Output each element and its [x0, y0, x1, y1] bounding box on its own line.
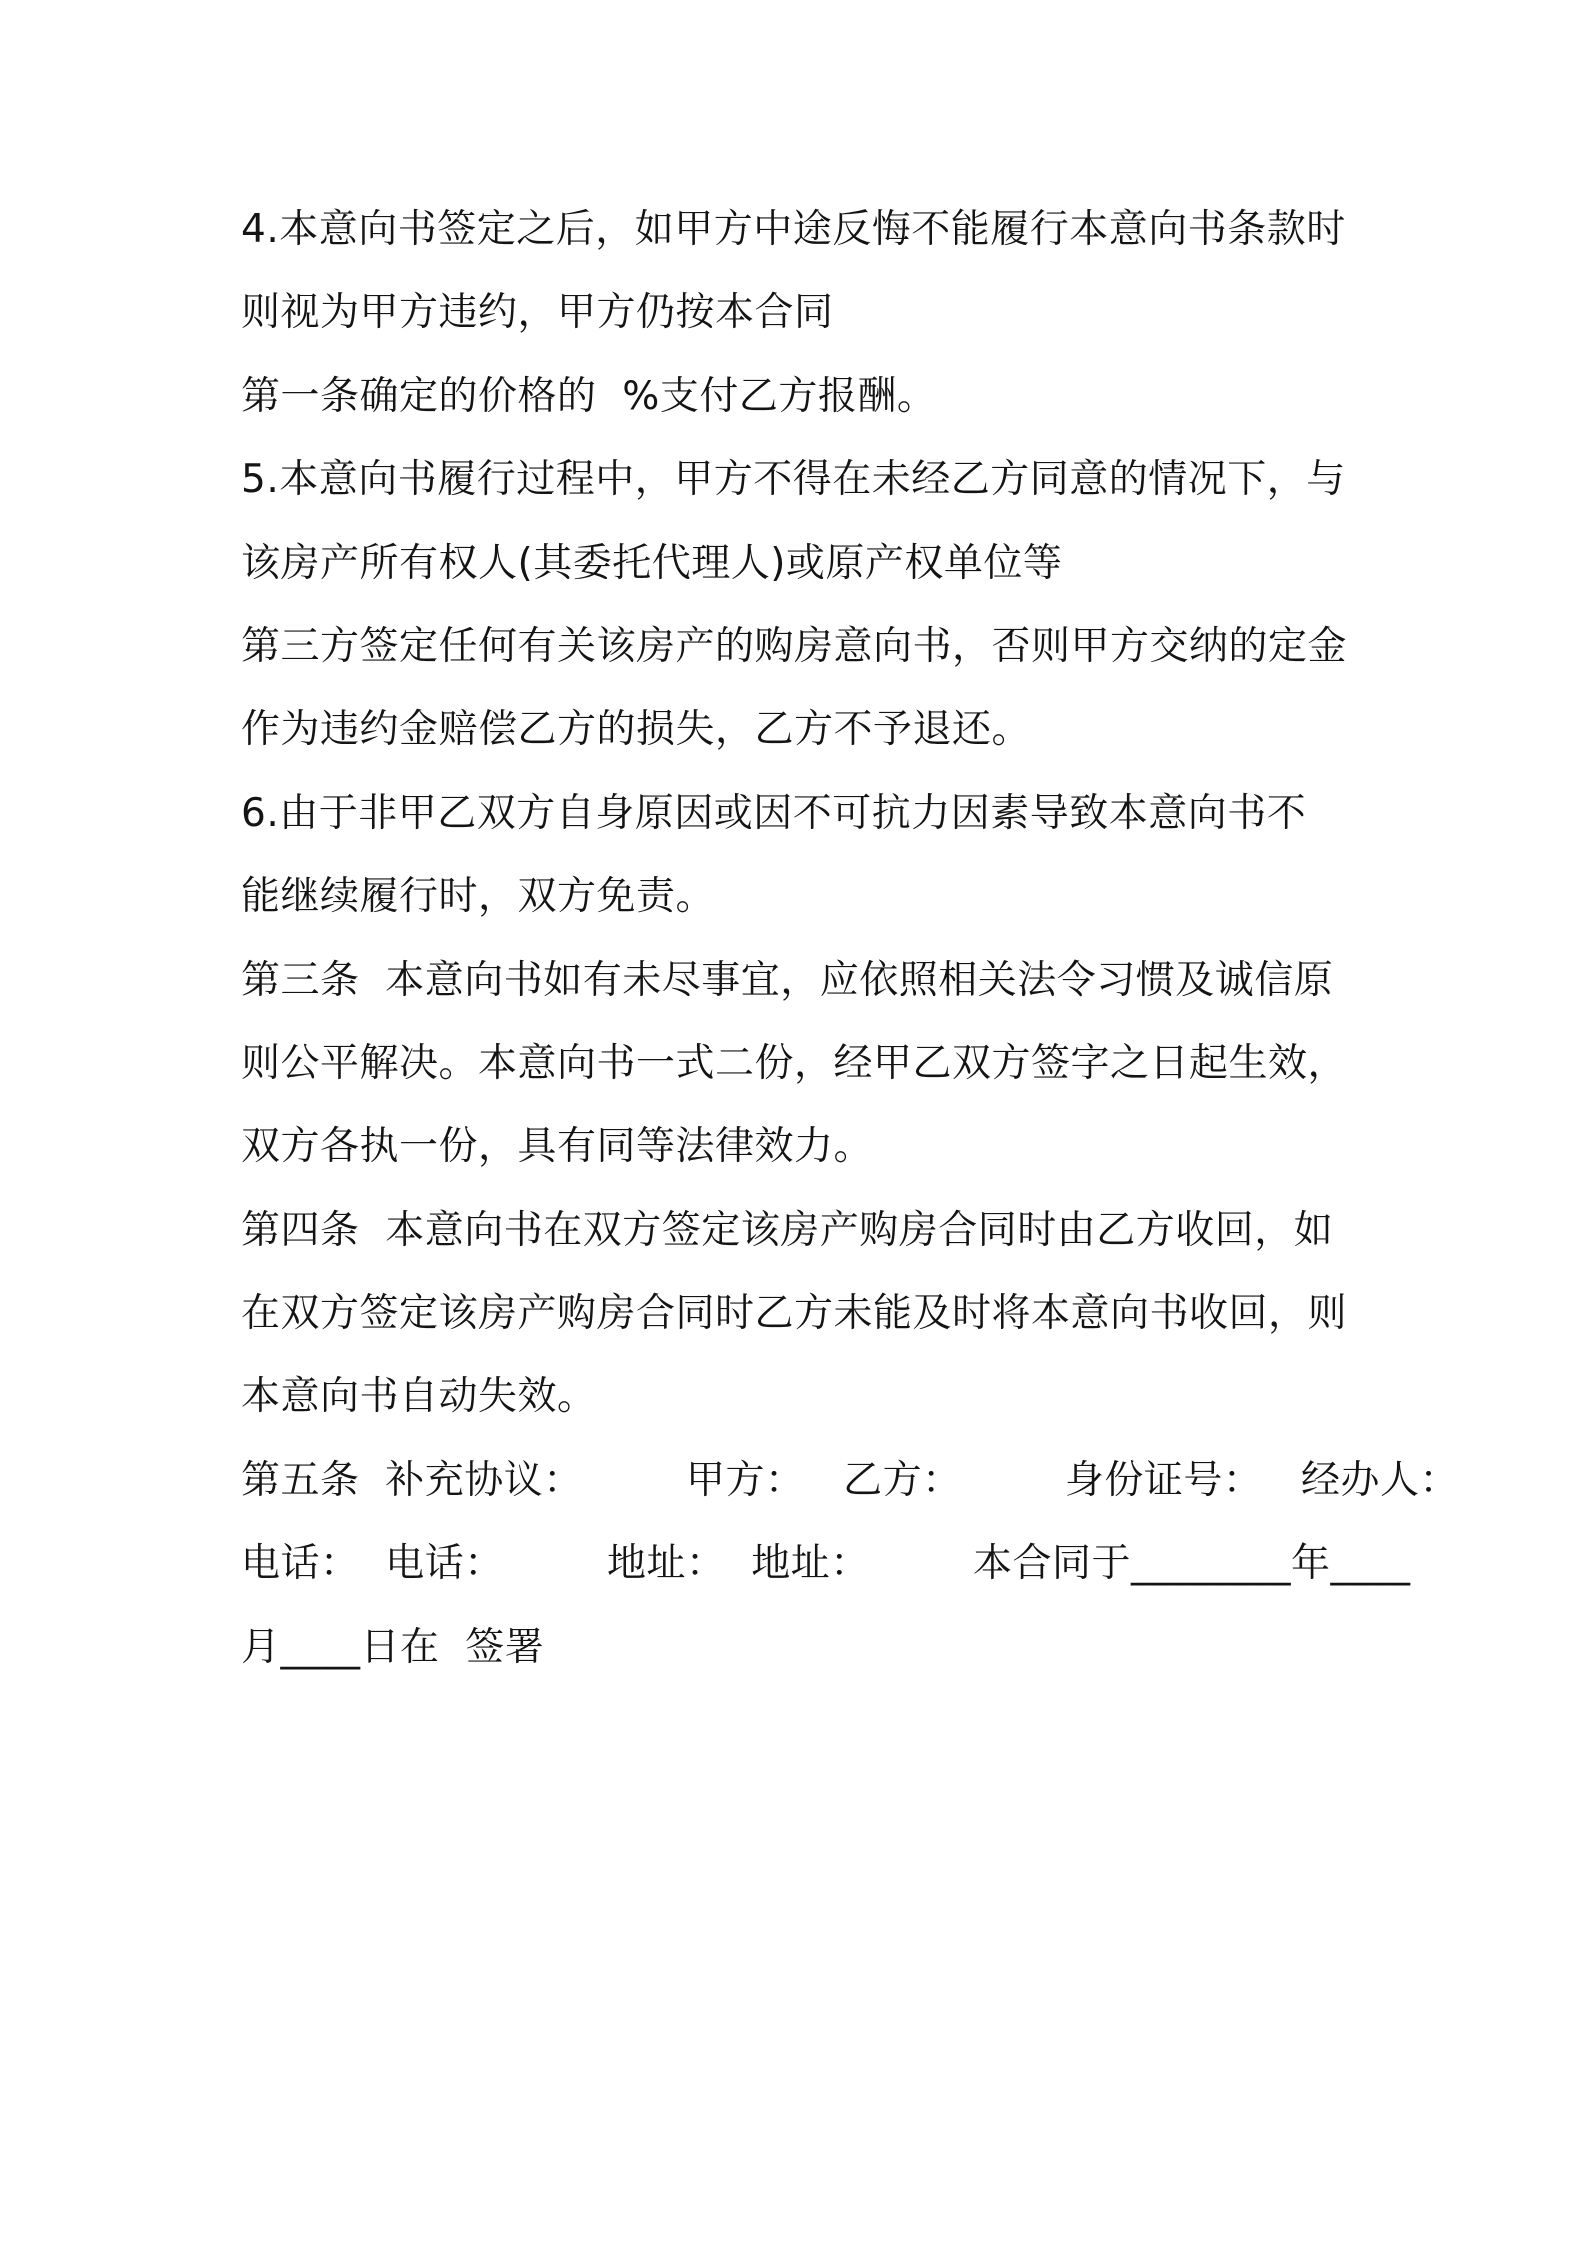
text-line-16: 第五条 补充协议： 甲方： 乙方： 身份证号： 经办人：: [241, 1457, 1460, 1503]
text-line-9: 能继续履行时，双方免责。: [241, 874, 716, 920]
text-line-1: 4.本意向书签定之后，如甲方中途反悔不能履行本意向书条款时: [241, 207, 1346, 252]
text-line-7: 作为违约金赔偿乙方的损失，乙方不予退还。: [241, 707, 1032, 753]
text-line-2: 则视为甲方违约，甲方仍按本合同: [241, 290, 834, 336]
text-line-3: 第一条确定的价格的 %支付乙方报酬。: [241, 373, 937, 419]
text-line-17: 电话： 电话： 地址： 地址： 本合同于________年____: [241, 1541, 1411, 1587]
text-line-15: 本意向书自动失效。: [241, 1374, 597, 1420]
text-line-8: 6.由于非甲乙双方自身原因或因不可抗力因素导致本意向书不: [241, 790, 1307, 836]
text-line-4: 5.本意向书履行过程中，甲方不得在未经乙方同意的情况下，与: [241, 457, 1346, 503]
text-line-5: 该房产所有权人(其委托代理人)或原产权单位等: [241, 540, 1063, 586]
text-line-10: 第三条 本意向书如有未尽事宜，应依照相关法令习惯及诚信原: [241, 957, 1334, 1003]
document-body: [241, 198, 1460, 1699]
text-line-6: 第三方签定任何有关该房产的购房意向书，否则甲方交纳的定金: [241, 623, 1348, 669]
text-line-14: 在双方签定该房产购房合同时乙方未能及时将本意向书收回，则: [241, 1291, 1348, 1337]
text-line-12: 双方各执一份，具有同等法律效力。: [241, 1124, 874, 1170]
text-line-13: 第四条 本意向书在双方签定该房产购房合同时由乙方收回，如: [241, 1207, 1334, 1253]
text-line-11: 则公平解决。本意向书一式二份，经甲乙双方签字之日起生效，: [241, 1040, 1348, 1086]
text-line-18: 月____日在 签署: [241, 1624, 545, 1670]
